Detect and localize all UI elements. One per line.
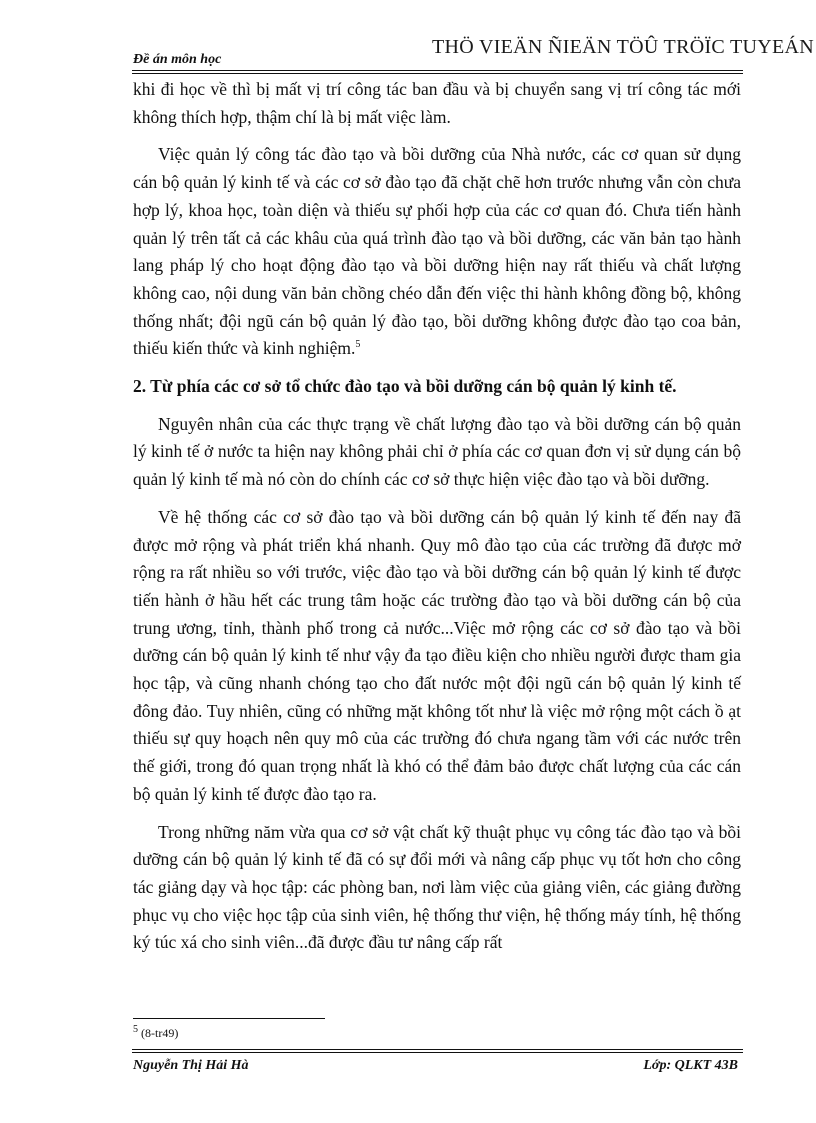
paragraph-4: Về hệ thống các cơ sở đào tạo và bồi dưỡng cán bộ quản lý kinh tế đến nay đã được mở rộng và phát triển khá nhanh. Quy mô đào tạo của các trường đã được mở rộng ra rất nhiều so với trước, việc đào tạo và bồi dưỡng cán bộ quản lý kinh tế được tiến hành ở hầu hết các trung tâm hoặc các trường đào tạo và bồi dưỡng cán bộ của trung ương, tỉnh, thành phố trong cả nước...Việc mở rộng các cơ sở đào tạo và bồi dưỡng cán bộ quản lý kinh tế như vậy đa tạo điều kiện cho nhiều người được tham gia học tập, và cũng nhanh chóng tạo cho đất nước một đội ngũ cán bộ quản lý kinh tế đông đảo. Tuy nhiên, cũng có những mặt không tốt như là việc mở rộng một cách ồ ạt thiếu sự quy hoạch nên quy mô của các trường đó chưa ngang tầm với các nước trên thế giới, trong đó quan trọng nhất là khó có thể đảm bảo được chất lượng của các cán bộ quản lý kinh tế được đào tạo ra. [133,506,741,804]
author-name: Nguyễn Thị Hải Hà [133,1058,249,1073]
paragraph-2 [133,141,741,363]
watermark-text: THÖ VIEÄN ÑIEÄN TÖÛ TRÖÏC TUYEÁN [432,36,814,58]
footnote-mark: 5 [133,1024,138,1035]
paragraph-3: Nguyên nhân của các thực trạng về chất lượng đào tạo và bồi dưỡng cán bộ quản lý kinh tế ở nước ta hiện nay không phải chỉ ở phía các cơ quan đơn vị sử dụng cán bộ quản lý kinh tế mà nó còn do chính các cơ sở thực hiện việc đào tạo và bồi dưỡng. [133,413,741,490]
document-body [133,76,741,957]
footnote-text: (8-tr49) [138,1026,179,1040]
paragraph-5: Trong những năm vừa qua cơ sở vật chất kỹ thuật phục vụ công tác đào tạo và bồi dưỡng cán bộ quản lý kinh tế đã có sự đổi mới và nâng cấp phục vụ tốt hơn cho công tác giảng dạy và học tập: các phòng ban, nơi làm việc của giảng viên, các giảng đường phục vụ cho việc học tập của sinh viên, hệ thống thư viện, hệ thống máy tính, hệ thống ký túc xá cho sinh viên...đã được đầu tư nâng cấp rất [133,821,741,953]
running-header: Đề án môn học [133,52,222,67]
section-heading: 2. Từ phía các cơ sở tổ chức đào tạo và bồi dưỡng cán bộ quản lý kinh tế. [133,376,677,397]
paragraph-2-text: Việc quản lý công tác đào tạo và bồi dưỡng của Nhà nước, các cơ quan sử dụng cán bộ quản lý kinh tế và các cơ sở đào tạo đã chặt chẽ hơn trước nhưng vẫn còn chưa hợp lý, khoa học, toàn diện và thiếu sự phối hợp của các cơ quan đó. Chưa tiến hành quản lý trên tất cả các khâu của quá trình đào tạo và bồi dưỡng, các văn bản tạo hành lang pháp lý cho hoạt động đào tạo và bồi dưỡng hiện nay rất thiếu và chất lượng không cao, nội dung văn bản chồng chéo dẫn đến việc thi hành không đồng bộ, không thống nhất; đội ngũ cán bộ quản lý đào tạo, bồi dưỡng không được đào tạo coa bản, thiếu kiến thức và kinh nghiệm. [133,144,741,359]
footer-divider [132,1049,743,1053]
footnote-reference[interactable]: 5 [355,339,361,351]
class-label: Lớp: QLKT 43B [643,1058,738,1073]
header-divider [132,70,743,74]
paragraph-1: khi đi học về thì bị mất vị trí công tác ban đầu và bị chuyển sang vị trí công tác mới không thích hợp, thậm chí là bị mất việc làm. [133,79,741,127]
footnote-divider [133,1018,325,1019]
footnote [133,1026,178,1041]
